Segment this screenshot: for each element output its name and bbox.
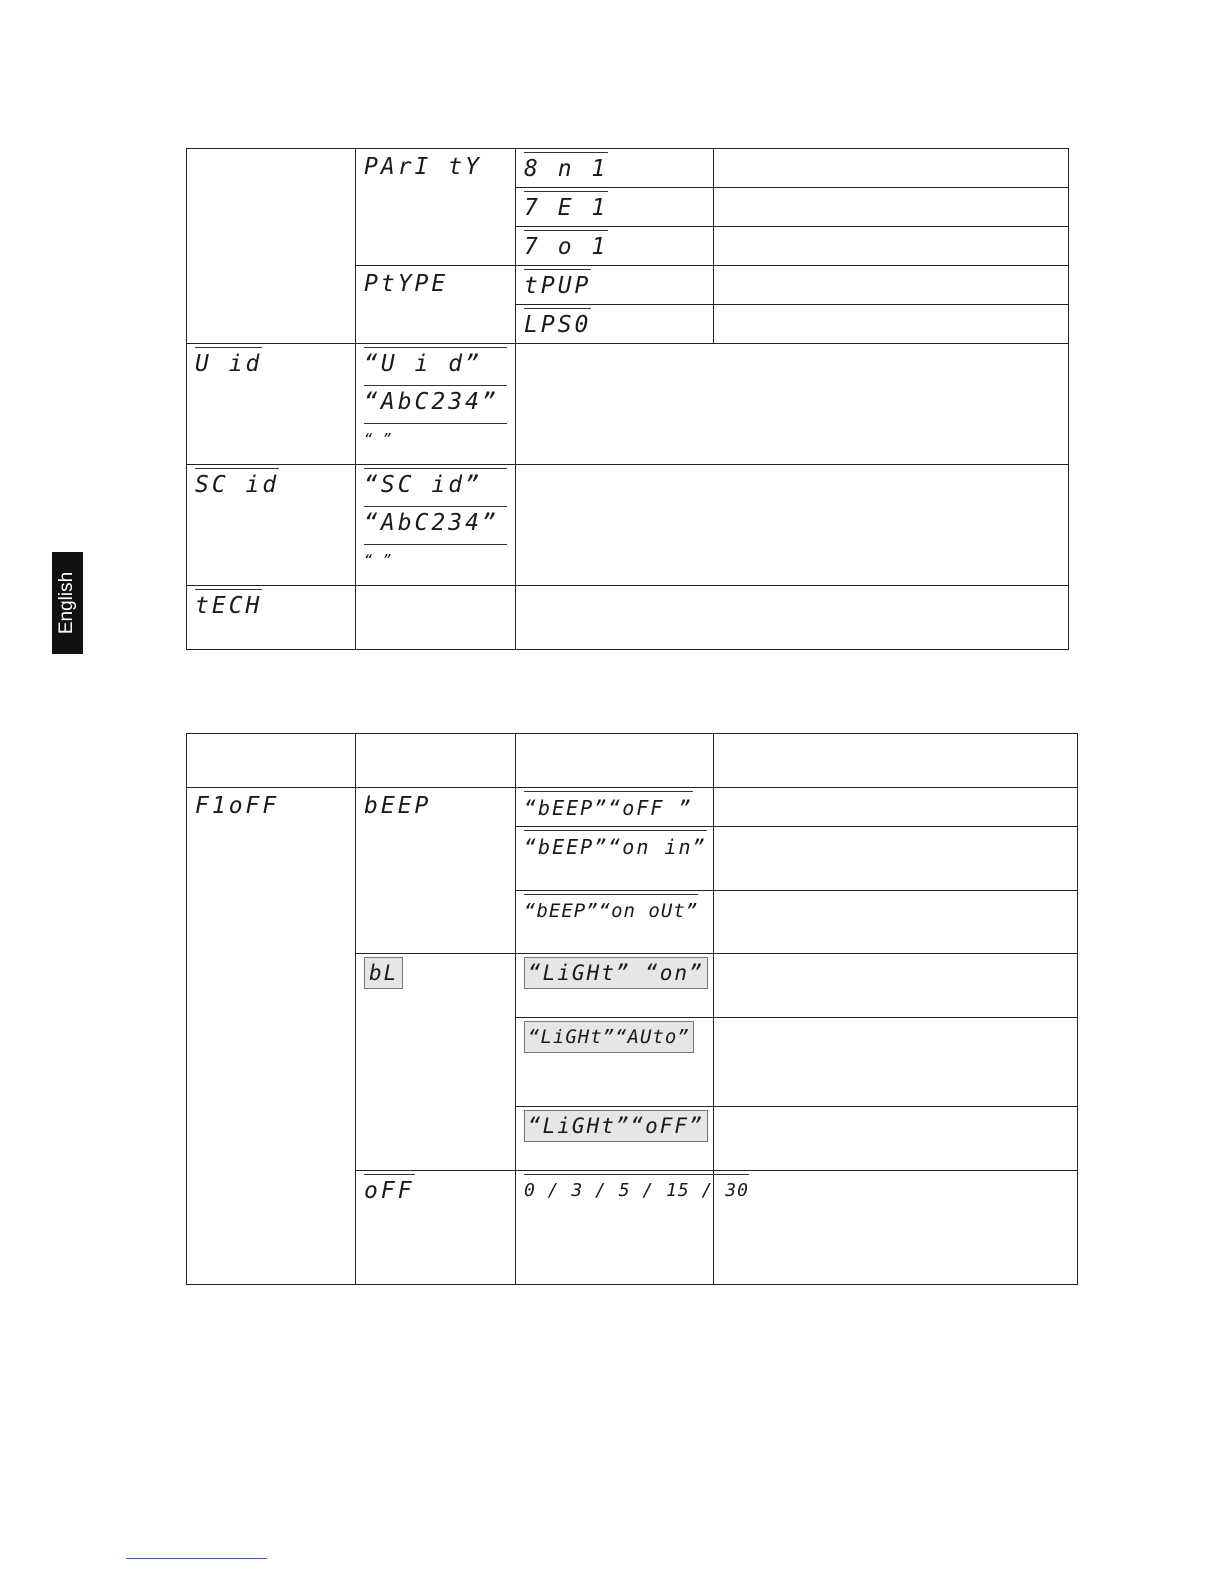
description-cell	[516, 465, 1069, 586]
value-cell-uid	[356, 344, 516, 465]
lcd-8n1: 8 n 1	[524, 152, 608, 184]
main-menu-cell-uid	[187, 344, 356, 465]
description-cell	[714, 1107, 1078, 1171]
option-cell-7o1	[516, 227, 714, 266]
option-cell-light-off	[516, 1107, 714, 1171]
lcd-f1off: F1oFF	[195, 793, 280, 819]
header-cell	[516, 734, 714, 788]
language-label: English	[56, 571, 78, 635]
language-side-tab	[52, 552, 83, 654]
lcd-beep-on-in: “bEEP”“on in”	[524, 830, 707, 862]
option-cell-beep-off	[516, 788, 714, 827]
lcd-7e1: 7 E 1	[524, 191, 608, 223]
value-cell-scid	[356, 465, 516, 586]
description-cell	[516, 586, 1069, 650]
header-cell	[356, 734, 516, 788]
menu-table-interface	[186, 148, 1069, 650]
lcd-uid-value-2: “AbC234”	[364, 385, 507, 417]
value-cell-tech	[356, 586, 516, 650]
option-cell-light-auto	[516, 1018, 714, 1107]
lcd-lps0: LPS0	[524, 308, 591, 340]
option-cell-7e1	[516, 188, 714, 227]
description-cell	[714, 1018, 1078, 1107]
option-cell-beep-on-out	[516, 891, 714, 954]
submenu-cell-beep	[356, 788, 516, 954]
lcd-bl: bL	[364, 957, 403, 989]
option-cell-light-on	[516, 954, 714, 1018]
lcd-scid: SC id	[195, 468, 279, 500]
description-cell	[714, 788, 1078, 827]
lcd-beep-on-out: “bEEP”“on oUt”	[524, 894, 698, 926]
header-cell	[187, 734, 356, 788]
lcd-uid-value-3: “ ”	[364, 423, 507, 455]
main-menu-cell-tech	[187, 586, 356, 650]
lcd-uid: U id	[195, 347, 262, 379]
description-cell	[714, 188, 1069, 227]
description-cell	[714, 891, 1078, 954]
lcd-off: oFF	[364, 1174, 415, 1206]
lcd-tech: tECH	[195, 589, 262, 621]
lcd-tpup: tPUP	[524, 269, 591, 301]
submenu-cell-off	[356, 1171, 516, 1285]
description-cell	[714, 149, 1069, 188]
description-cell	[714, 1171, 1078, 1285]
option-cell-8n1	[516, 149, 714, 188]
main-menu-cell-scid	[187, 465, 356, 586]
submenu-cell-bl	[356, 954, 516, 1171]
lcd-scid-value-3: “ ”	[364, 544, 507, 576]
lcd-parity: PArI tY	[364, 154, 482, 180]
submenu-cell-parity	[356, 149, 516, 266]
description-cell	[714, 266, 1069, 305]
description-cell	[516, 344, 1069, 465]
lcd-light-off: “LiGHt”“oFF”	[524, 1110, 708, 1142]
lcd-light-auto: “LiGHt”“AUto”	[524, 1021, 694, 1053]
lcd-off-times: 0 / 3 / 5 / 15 / 30	[524, 1174, 749, 1206]
menu-table-functions	[186, 733, 1078, 1285]
lcd-7o1: 7 o 1	[524, 230, 608, 262]
submenu-cell-ptype	[356, 266, 516, 344]
description-cell	[714, 827, 1078, 891]
description-cell	[714, 954, 1078, 1018]
lcd-scid-value-1: “SC id”	[364, 468, 507, 500]
description-cell	[714, 305, 1069, 344]
main-menu-cell-f1off	[187, 788, 356, 1285]
lcd-uid-value-1: “U i d”	[364, 347, 507, 379]
lcd-scid-value-2: “AbC234”	[364, 506, 507, 538]
option-cell-off-times	[516, 1171, 749, 1285]
lcd-light-on: “LiGHt” “on”	[524, 957, 708, 989]
lcd-beep: bEEP	[364, 793, 432, 819]
header-cell	[714, 734, 1078, 788]
description-cell	[714, 227, 1069, 266]
footnote-separator-line	[126, 1558, 267, 1559]
option-cell-lps0	[516, 305, 714, 344]
lcd-ptype: PtYPE	[364, 271, 449, 297]
main-menu-cell-empty	[187, 149, 356, 344]
option-cell-tpup	[516, 266, 714, 305]
option-cell-beep-on-in	[516, 827, 714, 891]
lcd-beep-off: “bEEP”“oFF ”	[524, 791, 693, 823]
